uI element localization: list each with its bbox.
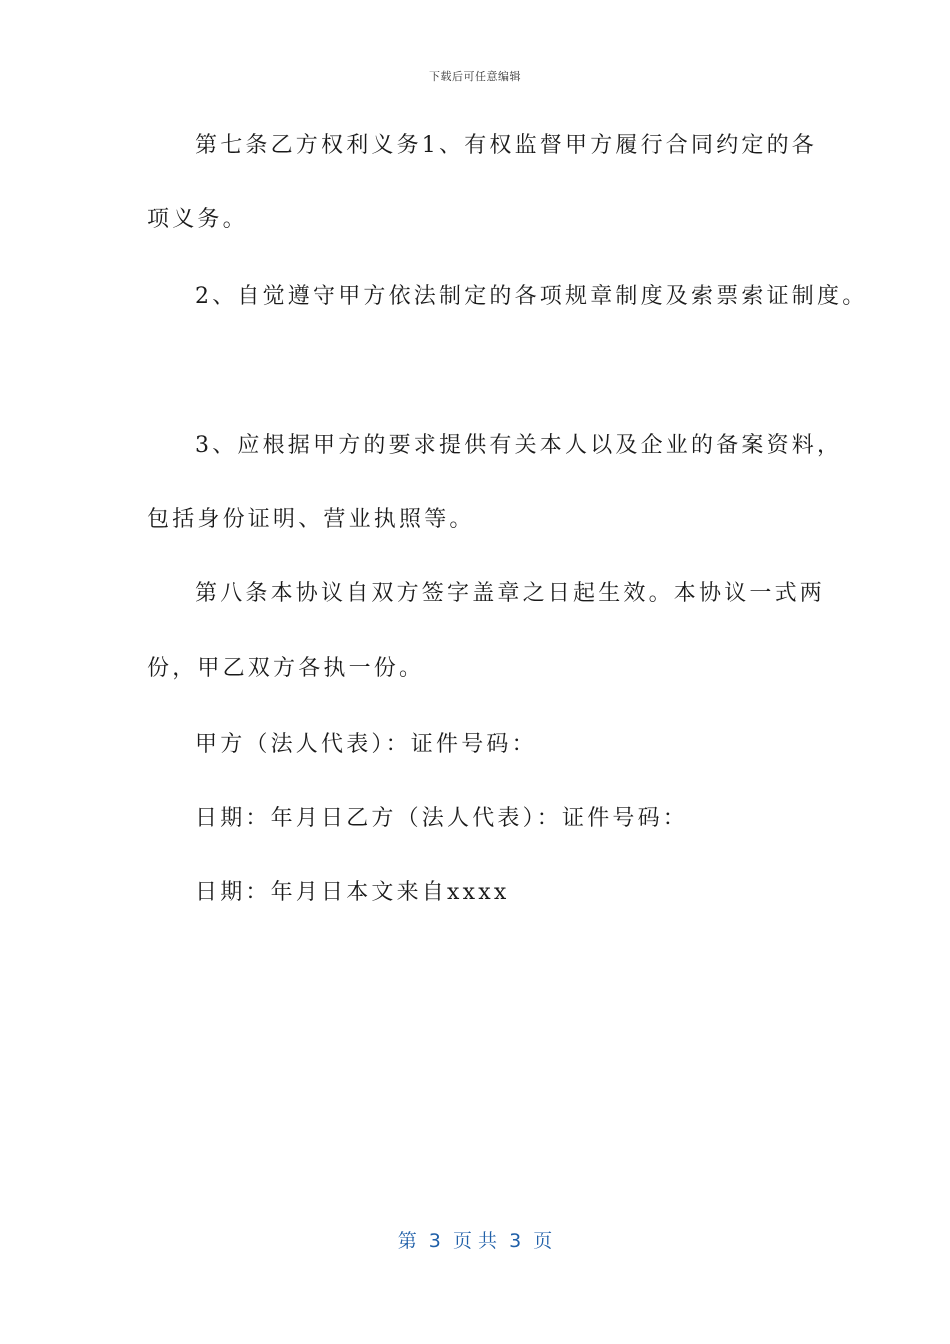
paragraph-line: 第七条乙方权利义务1、有权监督甲方履行合同约定的各 [195,133,817,158]
paragraph-line: 2、自觉遵守甲方依法制定的各项规章制度及索票索证制度。 [195,284,868,309]
signature-line-date-party-b: 日期：年月日乙方（法人代表）：证件号码： [195,806,689,831]
paragraph-line: 3、应根据甲方的要求提供有关本人以及企业的备案资料， [195,433,843,458]
page-number-footer: 第 3 页 共 3 页 [397,1230,553,1252]
paragraph-line: 项义务。 [147,207,248,232]
signature-line-party-a: 甲方（法人代表）：证件号码： [195,732,537,757]
paragraph-line: 份，甲乙双方各执一份。 [147,656,425,681]
page-header-note: 下载后可任意编辑 [429,70,521,83]
paragraph-line: 包括身份证明、营业执照等。 [147,507,475,532]
paragraph-line: 第八条本协议自双方签字盖章之日起生效。本协议一式两 [195,581,826,606]
signature-line-date: 日期：年月日本文来自xxxx [195,880,510,905]
